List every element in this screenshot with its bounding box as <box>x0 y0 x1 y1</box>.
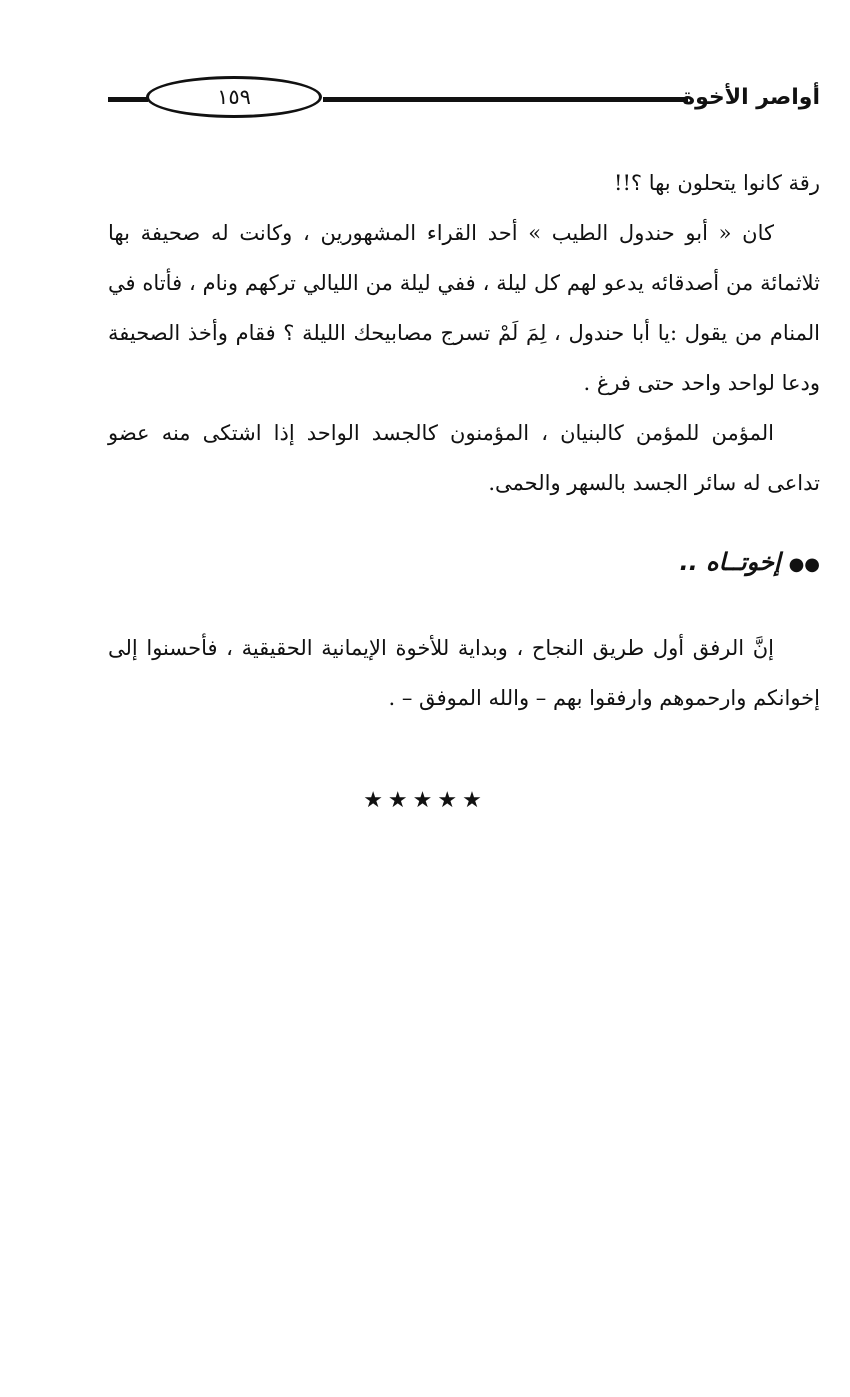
page-content <box>108 158 820 723</box>
bullet-icon: ●● <box>788 554 820 575</box>
page-number: ١٥٩ <box>217 85 251 109</box>
section-heading-text: إخوتــاه .. <box>679 548 781 576</box>
header-rule-left <box>108 97 148 102</box>
paragraph-closing: إنَّ الرفق أول طريق النجاح ، وبداية للأخوة الإيمانية الحقيقية ، فأحسنوا إلى إخوانكم وارحموهم وارفقوا بهم – والله الموفق – . <box>108 636 820 710</box>
header-rule-right <box>323 97 688 102</box>
star-ornament: ★★★★★ <box>363 788 487 813</box>
section-heading <box>108 542 820 585</box>
running-title: أواصر الأخوة <box>682 85 820 110</box>
page-number-oval <box>146 76 322 118</box>
paragraph-continuation: رقة كانوا يتحلون بها ؟!! <box>614 171 820 195</box>
paragraph-abu-handul: كان « أبو حندول الطيب » أحد القراء المشهورين ، وكانت له صحيفة بها ثلاثمائة من أصدقائه يدعو لهم كل ليلة ، ففي ليلة من الليالي تركهم ونام ، فأتاه في المنام من يقول :يا أبا حندول ، لِمَ لَمْ تسرج مصابيحك الليلة ؟ فقام وأخذ الصحيفة ودعا لواحد واحد حتى فرغ . <box>108 221 820 395</box>
paragraph-believer: المؤمن للمؤمن كالبنيان ، المؤمنون كالجسد الواحد إذا اشتكى منه عضو تداعى له سائر الجسد بالسهر والحمى. <box>108 421 820 495</box>
page-header <box>108 76 820 124</box>
